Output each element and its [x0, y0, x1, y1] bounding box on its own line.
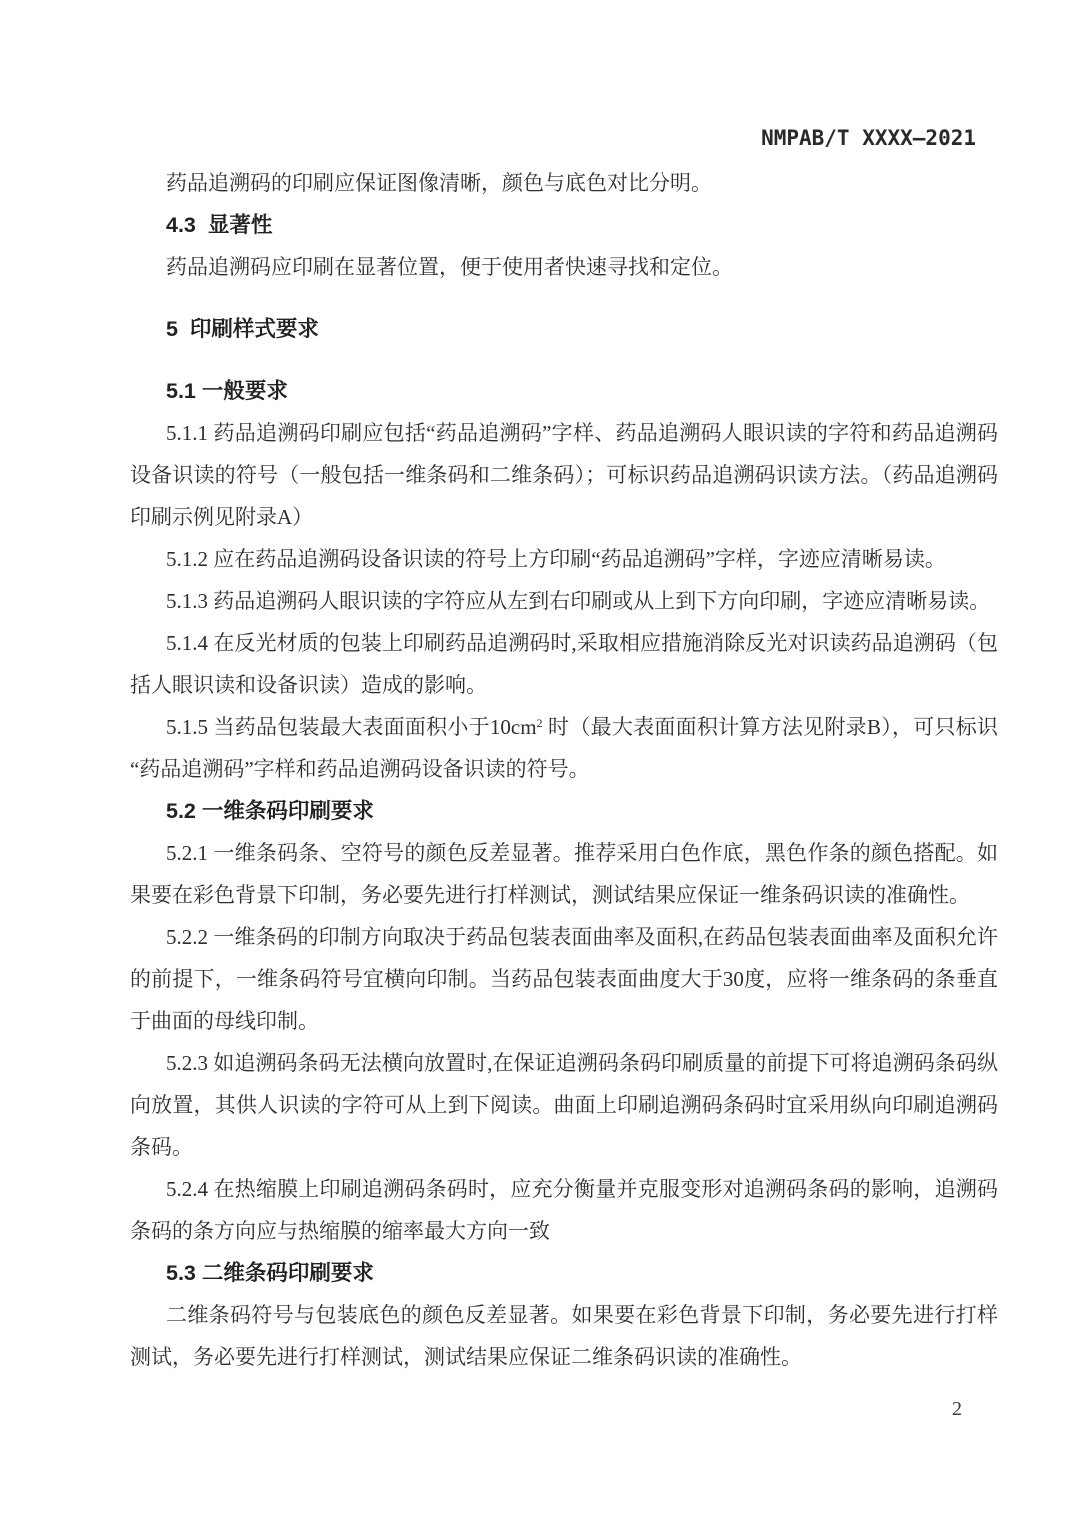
clause-5-1-5-text-after-superscript: 时（最大表面面积计算方法见附录B），可只标识“药品追溯码”字样和药品追溯码设备识读的符号。: [130, 715, 999, 781]
square-centimeter-superscript: 2: [536, 716, 543, 730]
clause-5-1-5-text-before-superscript: 5.1.5 当药品包装最大表面面积小于10cm: [166, 715, 537, 739]
paragraph-prominent-position: 药品追溯码应印刷在显著位置，便于使用者快速寻找和定位。: [166, 255, 733, 279]
paragraph-2d-barcode-contrast: 二维条码符号与包装底色的颜色反差显著。如果要在彩色背景下印制，务必要先进行打样测试，务必要先进行打样测试，测试结果应保证二维条码识读的准确性。: [130, 1303, 998, 1369]
clause-5-1-3: 5.1.3 药品追溯码人眼识读的字符应从左到右印刷或从上到下方向印刷，字迹应清晰易读。: [166, 589, 991, 613]
clause-5-1-1: 5.1.1 药品追溯码印刷应包括“药品追溯码”字样、药品追溯码人眼识读的字符和药品追溯码设备识读的符号（一般包括一维条码和二维条码）；可标识药品追溯码识读方法。（药品追溯码印刷示例见附录A）: [130, 421, 998, 529]
heading-5-printing-style-requirements: 5 印刷样式要求: [166, 317, 319, 341]
clause-5-1-4: 5.1.4 在反光材质的包装上印刷药品追溯码时,采取相应措施消除反光对识读药品追溯码（包括人眼识读和设备识读）造成的影响。: [130, 631, 998, 697]
standard-number-header: NMPAB/T XXXX—2021: [761, 126, 976, 150]
heading-5-2-1d-barcode-printing-requirements: 5.2 一维条码印刷要求: [166, 799, 374, 823]
clause-5-2-1: 5.2.1 一维条码条、空符号的颜色反差显著。推荐采用白色作底，黑色作条的颜色搭配。如果要在彩色背景下印制，务必要先进行打样测试，测试结果应保证一维条码识读的准确性。: [130, 841, 998, 907]
clause-5-2-2: 5.2.2 一维条码的印制方向取决于药品包装表面曲率及面积,在药品包装表面曲率及面积允许的前提下，一维条码符号宜横向印制。当药品包装表面曲度大于30度，应将一维条码的条垂直于曲面的母线印制。: [130, 925, 998, 1033]
heading-5-1-general-requirements: 5.1 一般要求: [166, 379, 288, 403]
paragraph-print-clarity: 药品追溯码的印刷应保证图像清晰，颜色与底色对比分明。: [166, 171, 712, 195]
clause-5-1-5: [130, 706, 998, 790]
clause-5-2-4: 5.2.4 在热缩膜上印刷追溯码条码时，应充分衡量并克服变形对追溯码条码的影响，追溯码条码的条方向应与热缩膜的缩率最大方向一致: [130, 1177, 998, 1243]
clause-5-2-3: 5.2.3 如追溯码条码无法横向放置时,在保证追溯码条码印刷质量的前提下可将追溯码条码纵向放置，其供人识读的字符可从上到下阅读。曲面上印刷追溯码条码时宜采用纵向印刷追溯码条码。: [130, 1051, 998, 1159]
heading-4-3-prominence: 4.3 显著性: [166, 213, 273, 237]
heading-5-3-2d-barcode-printing-requirements: 5.3 二维条码印刷要求: [166, 1261, 374, 1285]
page-number: 2: [952, 1398, 962, 1420]
clause-5-1-2: 5.1.2 应在药品追溯码设备识读的符号上方印刷“药品追溯码”字样，字迹应清晰易读。: [166, 547, 946, 571]
document-body: [130, 162, 998, 1378]
